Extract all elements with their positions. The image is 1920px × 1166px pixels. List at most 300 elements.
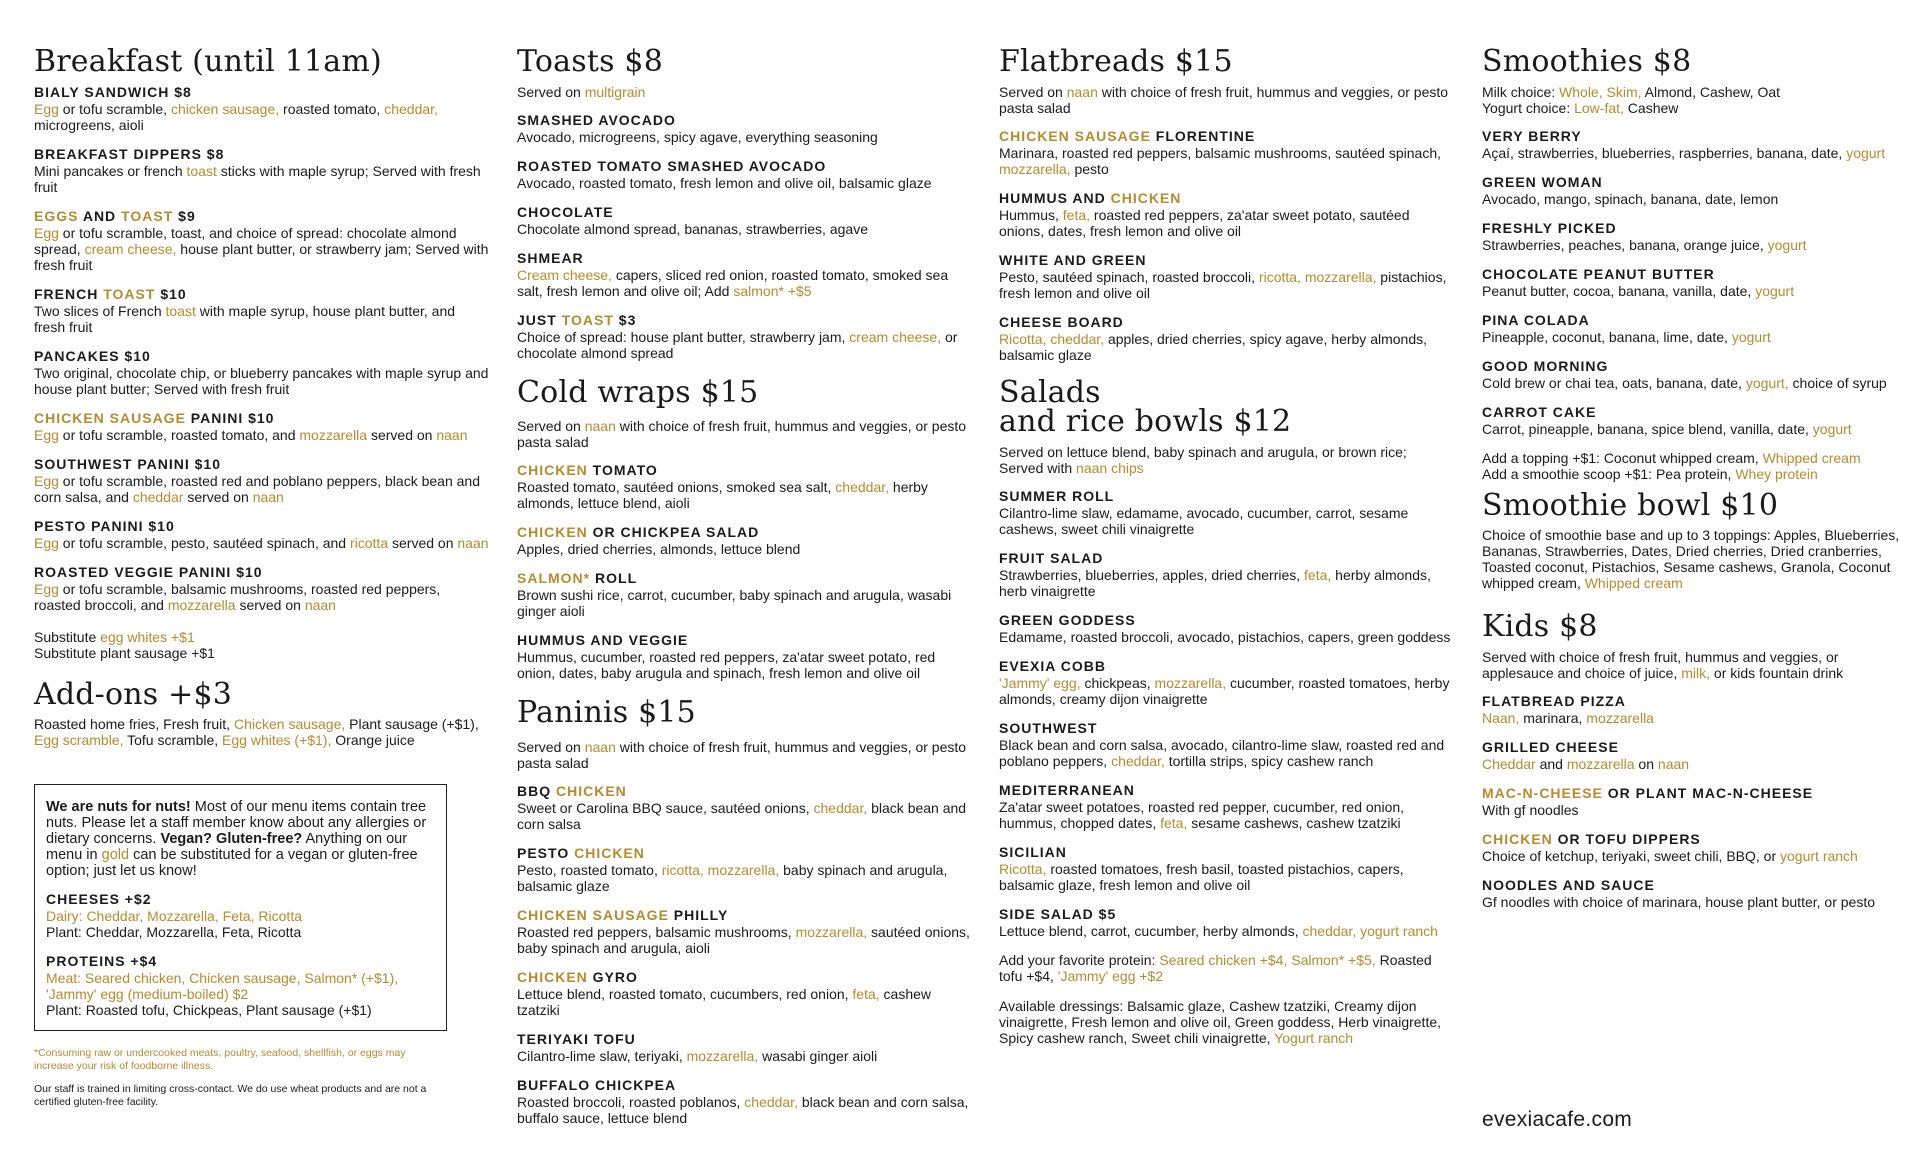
text-run: $9	[173, 207, 196, 224]
menu-column-flatbreads	[999, 40, 1454, 1060]
menu-item	[517, 462, 972, 511]
text-run: wasabi ginger aioli	[758, 1047, 878, 1064]
wraps-subtitle	[517, 418, 972, 450]
text-run: served on	[183, 488, 253, 505]
text-run: OR PLANT MAC-N-CHEESE	[1602, 784, 1814, 801]
section-title-cold-wraps: Cold wraps $15	[517, 374, 759, 410]
text-run: or tofu scramble, roasted tomato, and	[58, 426, 300, 443]
menu-item-name: CHOCOLATE PEANUT BUTTER	[1482, 265, 1715, 282]
text-run: sautéed onions, baby spinach and arugula, aioli	[517, 923, 970, 956]
gold-text: mozzarella,	[795, 923, 868, 940]
gold-text: yogurt	[1731, 328, 1771, 345]
text-run: sesame cashews, cashew tzatziki	[1187, 814, 1401, 831]
text-run: Sweet or Carolina BBQ sauce, sautéed onions,	[517, 799, 814, 816]
gold-text: Cream cheese,	[517, 266, 612, 283]
topping-note	[1482, 450, 1902, 466]
gold-text: CHICKEN SAUSAGE	[34, 409, 186, 426]
menu-item-name: NOODLES AND SAUCE	[1482, 876, 1655, 893]
gold-text: cheddar,	[1111, 752, 1165, 769]
text-run: Served on	[517, 418, 585, 434]
menu-item-name	[517, 907, 972, 924]
gold-text: naan	[457, 534, 489, 551]
menu-item-description	[999, 207, 1454, 239]
gold-text: CHICKEN	[1110, 189, 1182, 206]
text-run: or tofu scramble, roasted red and poblano peppers, black bean and corn salsa, and	[34, 472, 480, 505]
menu-item	[34, 146, 489, 195]
text-run: pistachios, fresh lemon and olive oil	[999, 268, 1447, 301]
text-run: with maple syrup, house plant butter, and fresh fruit	[34, 302, 456, 335]
text-run: Most of our menu items contain tree nuts. Please let a staff member know about any allergies or dietary concerns.	[46, 799, 427, 847]
text-run: black bean and corn salsa	[517, 799, 967, 832]
gold-text: CHICKEN	[1482, 830, 1553, 847]
gold-text: Seared chicken +$4, Salmon* +$5,	[1159, 951, 1376, 968]
gold-text: toast	[186, 162, 217, 179]
text-run: Lettuce blend, carrot, cucumber, herby almonds,	[999, 922, 1303, 939]
text-run: JUST	[517, 311, 562, 328]
menu-item	[517, 907, 972, 956]
menu-item-name: ROASTED TOMATO SMASHED AVOCADO	[517, 157, 827, 174]
gold-text: SALMON*	[517, 570, 591, 586]
menu-item-name: CHEESE BOARD	[999, 313, 1124, 330]
menu-item-name	[34, 208, 489, 225]
menu-item-description	[999, 145, 1454, 177]
menu-item-name: PESTO PANINI $10	[34, 517, 175, 534]
menu-item-description	[517, 221, 972, 237]
gold-text: milk,	[1681, 664, 1711, 681]
gold-text: CHICKEN SAUSAGE	[517, 906, 669, 923]
menu-item-description	[999, 799, 1454, 831]
menu-item-description	[1482, 191, 1902, 207]
menu-item	[1482, 220, 1902, 253]
text-run: Avocado, mango, spinach, banana, date, lemon	[1482, 190, 1779, 207]
text-run: GYRO	[587, 968, 638, 985]
menu-item	[999, 658, 1454, 707]
gold-text: yogurt ranch	[1360, 922, 1438, 939]
menu-item	[999, 844, 1454, 893]
menu-item-name: SMASHED AVOCADO	[517, 111, 676, 128]
text-run: roasted red peppers, za'atar sweet potato, sautéed onions, dates, fresh lemon and olive oil	[999, 206, 1410, 239]
gold-text: mozzarella,	[686, 1047, 759, 1064]
gold-text: Whole, Skim,	[1559, 83, 1642, 100]
gold-text: Ricotta,	[999, 860, 1047, 877]
substitute-egg-whites	[34, 629, 489, 645]
text-run: OR CHICKPEA SALAD	[587, 524, 760, 540]
menu-item-name: SUMMER ROLL	[999, 487, 1115, 504]
text-run: Tofu scramble,	[123, 732, 223, 748]
menu-item	[1482, 312, 1902, 345]
menu-item-name	[1482, 831, 1902, 848]
menu-item-description	[999, 331, 1454, 363]
gold-text: Egg	[34, 472, 59, 489]
gold-text: Whey protein	[1735, 465, 1818, 482]
section-title-smoothies: Smoothies $8	[1482, 44, 1692, 79]
text-run: choice of syrup	[1788, 374, 1887, 391]
section-title-paninis: Paninis $15	[517, 695, 696, 730]
menu-item	[517, 845, 972, 894]
gold-text: Egg scramble,	[34, 732, 124, 748]
dressings-note	[999, 998, 1454, 1046]
text-run: Mini pancakes or french	[34, 162, 187, 179]
text-run: Za'atar sweet potatoes, roasted red pepper, cucumber, red onion, hummus, chopped dates,	[999, 798, 1405, 831]
menu-item-description	[34, 365, 489, 397]
menu-item-description	[34, 303, 489, 335]
gold-text: feta,	[1160, 814, 1188, 831]
section-title-breakfast: Breakfast (until 11am)	[34, 44, 382, 79]
bold-text: Vegan? Gluten-free?	[160, 831, 303, 847]
text-run: Substitute	[34, 628, 101, 645]
text-run: Lettuce blend, roasted tomato, cucumbers, red onion,	[517, 985, 853, 1002]
text-run: AND	[78, 207, 122, 224]
menu-item	[999, 612, 1454, 645]
menu-item-description	[999, 567, 1454, 599]
menu-item-description	[517, 986, 972, 1018]
bold-text: We are nuts for nuts!	[46, 799, 191, 815]
text-run: or chocolate almond spread	[517, 328, 958, 361]
cheeses-addon	[46, 891, 434, 940]
gold-text: TOAST	[103, 285, 156, 302]
gold-text: toast	[165, 302, 196, 319]
text-run: PESTO	[517, 844, 575, 861]
protein-addon-note	[999, 952, 1454, 984]
text-run: Served on lettuce blend, baby spinach and arugula, or brown rice; Served with	[999, 443, 1407, 476]
consuming-raw-disclaimer: *Consuming raw or undercooked meats, poultry, seafood, shellfish, or eggs may increase your risk of foodborne illness.	[34, 1047, 406, 1072]
substitute-notes	[34, 629, 489, 661]
menu-item	[999, 252, 1454, 301]
text-run: chickpeas,	[1080, 674, 1155, 691]
menu-item	[34, 410, 489, 443]
menu-item-description	[34, 163, 489, 195]
menu-item	[517, 250, 972, 299]
gold-text: CHICKEN	[556, 782, 627, 799]
gold-text: ricotta	[349, 534, 389, 551]
gold-text: cheddar,	[813, 799, 868, 816]
section-title-addons: Add-ons +$3	[34, 676, 233, 712]
menu-item	[1482, 404, 1902, 437]
text-run: Pesto, sautéed spinach, roasted broccoli,	[999, 268, 1259, 285]
text-run: Served on	[517, 738, 585, 755]
gold-text: naan	[1066, 83, 1098, 100]
menu-item-description	[517, 1094, 972, 1126]
gold-text: mozzarella,	[999, 160, 1071, 177]
text-run: Roasted tomato, sautéed onions, smoked sea salt,	[517, 479, 836, 495]
menu-item-name	[517, 462, 972, 479]
gold-text: naan	[304, 596, 336, 613]
smoothies-items	[1482, 128, 1902, 437]
gold-text: yogurt	[1767, 236, 1807, 253]
menu-item-name	[1482, 785, 1902, 802]
menu-item	[1482, 739, 1902, 772]
text-run: FLORENTINE	[1150, 127, 1256, 144]
menu-item	[999, 550, 1454, 599]
menu-item	[1482, 128, 1902, 161]
text-run: Carrot, pineapple, banana, spice blend, vanilla, date,	[1482, 420, 1813, 437]
menu-item-description	[517, 541, 972, 557]
menu-item	[1482, 877, 1902, 910]
gold-text: feta,	[1062, 206, 1091, 223]
text-run: PANINI $10	[185, 409, 275, 426]
text-run: with choice of fresh fruit, hummus and veggies, or pesto pasta salad	[517, 418, 967, 450]
gold-text: naan	[584, 738, 616, 755]
section-title-flatbreads: Flatbreads $15	[999, 44, 1233, 79]
allergy-info-box	[34, 784, 447, 1031]
text-run: baby spinach and arugula, balsamic glaze	[517, 861, 948, 894]
menu-item-name: GOOD MORNING	[1482, 357, 1609, 374]
text-run: Choice of smoothie base and up to 3 toppings: Apples, Blueberries, Bananas, Strawberries, Dates, Dried cherries, Dried cranberries, Toasted coconut, Pistachios, Sesame cashews, Granola, Coconut whipped cream,	[1482, 527, 1900, 591]
text-run: Milk choice:	[1482, 83, 1560, 100]
menu-item	[1482, 174, 1902, 207]
menu-item-description	[34, 581, 489, 613]
wraps-items	[517, 462, 972, 681]
gold-text: mozzarella	[1586, 709, 1654, 726]
proteins-plant: Plant: Roasted tofu, Chickpeas, Plant sausage (+$1)	[46, 1002, 372, 1018]
text-run: $10	[155, 285, 187, 302]
menu-item-name	[999, 190, 1454, 207]
gold-text: cheddar	[132, 488, 184, 505]
flatbreads-items	[999, 128, 1454, 363]
menu-item	[1482, 358, 1902, 391]
menu-item-name: GREEN WOMAN	[1482, 173, 1603, 190]
text-run: marinara,	[1519, 709, 1587, 726]
menu-item	[517, 524, 972, 557]
salads-subtitle	[999, 444, 1454, 476]
menu-item-name: TERIYAKI TOFU	[517, 1030, 636, 1047]
text-run: Gf noodles with choice of marinara, house plant butter, or pesto	[1482, 893, 1876, 910]
text-run: black bean and corn salsa, buffalo sauce, lettuce blend	[517, 1093, 969, 1126]
text-run: or tofu scramble, toast, and choice of spread: chocolate almond spread,	[34, 224, 457, 257]
menu-item-name: BREAKFAST DIPPERS $8	[34, 145, 225, 162]
menu-item-description	[517, 924, 972, 956]
menu-item-name: GRILLED CHEESE	[1482, 738, 1619, 755]
text-run: house plant butter, or strawberry jam; Served with fresh fruit	[34, 240, 489, 273]
menu-item	[517, 1031, 972, 1064]
gold-text: Egg whites (+$1),	[222, 732, 332, 748]
text-run: Cilantro-lime slaw, edamame, avocado, cucumber, carrot, sesame cashews, sweet chili vinaigrette	[999, 504, 1409, 537]
text-run: Plant sausage (+$1),	[345, 716, 479, 732]
toasts-subtitle	[517, 84, 972, 100]
text-run: roasted tomatoes, fresh basil, toasted pistachios, capers, balsamic glaze, fresh lemon and olive oil	[999, 860, 1404, 893]
gold-text: Ricotta, cheddar,	[999, 330, 1105, 347]
text-run: Hummus,	[999, 206, 1063, 223]
text-run: Served on	[999, 83, 1067, 100]
menu-item-description	[999, 629, 1454, 645]
text-run: Black bean and corn salsa, avocado, cilantro-lime slaw, roasted red and poblano peppers,	[999, 736, 1445, 769]
menu-item	[34, 518, 489, 551]
gold-text: CHICKEN	[517, 968, 588, 985]
proteins-meat: Meat: Seared chicken, Chicken sausage, Salmon* (+$1), 'Jammy' egg (medium-boiled) $2	[46, 970, 399, 1002]
menu-item-description	[999, 269, 1454, 301]
text-run: sticks with maple syrup; Served with fresh fruit	[34, 162, 481, 195]
text-run: Pesto, roasted tomato,	[517, 861, 662, 878]
text-run: Strawberries, blueberries, apples, dried cherries,	[999, 566, 1305, 583]
smoothies-choices	[1482, 84, 1902, 116]
gold-text: Egg	[34, 580, 59, 597]
menu-item-description	[34, 427, 489, 443]
menu-item	[517, 969, 972, 1018]
smoothie-extras	[1482, 450, 1902, 482]
paninis-subtitle	[517, 739, 972, 771]
text-run: Orange juice	[331, 732, 415, 748]
menu-item	[517, 1077, 972, 1126]
menu-item-name: PINA COLADA	[1482, 311, 1590, 328]
menu-item-description	[999, 675, 1454, 707]
text-run: Edamame, roasted broccoli, avocado, pistachios, capers, green goddess	[999, 628, 1451, 645]
menu-item	[517, 783, 972, 832]
menu-item-name: CHOCOLATE	[517, 203, 614, 220]
section-title-rice-bowls: and rice bowls $12	[999, 404, 1292, 439]
menu-item	[517, 570, 972, 619]
menu-item-description	[517, 800, 972, 832]
text-run: or kids fountain drink	[1710, 664, 1844, 681]
menu-item-name: HUMMUS AND VEGGIE	[517, 632, 689, 648]
text-run: Roasted home fries, Fresh fruit,	[34, 716, 234, 732]
gold-text: yogurt,	[1745, 374, 1789, 391]
smoothie-bowl-desc	[1482, 527, 1902, 591]
gold-text: ricotta, mozzarella,	[661, 861, 780, 878]
text-run: served on	[367, 426, 437, 443]
menu-item-name	[517, 524, 972, 541]
menu-item-name: PANCAKES $10	[34, 347, 151, 364]
section-title-kids: Kids $8	[1482, 609, 1598, 644]
flatbreads-subtitle	[999, 84, 1454, 116]
menu-item-description	[999, 505, 1454, 537]
kids-items	[1482, 693, 1902, 910]
gold-text: Whipped cream	[1762, 449, 1861, 466]
gold-text: feta,	[1304, 566, 1332, 583]
menu-item-name: WHITE AND GREEN	[999, 251, 1147, 268]
gold-text: Chicken sausage,	[233, 716, 346, 732]
menu-item-description	[517, 129, 972, 145]
gold-text: yogurt ranch	[1780, 847, 1858, 864]
menu-item	[999, 488, 1454, 537]
text-run: can be substituted for a vegan or gluten-free option; just let us know!	[46, 847, 418, 879]
gold-text: mozzarella	[299, 426, 368, 443]
menu-item-description	[999, 861, 1454, 893]
menu-item-name: GREEN GODDESS	[999, 611, 1136, 628]
menu-item	[999, 906, 1454, 939]
gold-text: Egg	[34, 426, 59, 443]
cheeses-title: CHEESES +$2	[46, 891, 152, 907]
gold-text: naan	[436, 426, 468, 443]
scoop-note	[1482, 466, 1902, 482]
text-run: herby almonds, lettuce blend, aioli	[517, 479, 928, 511]
menu-item-description	[1482, 802, 1902, 818]
menu-item-name: SOUTHWEST	[999, 719, 1098, 736]
gold-text: CHICKEN SAUSAGE	[999, 127, 1151, 144]
text-run: Roasted red peppers, balsamic mushrooms,	[517, 923, 796, 940]
menu-item	[517, 312, 972, 361]
menu-item-description	[517, 649, 972, 681]
menu-item-description	[34, 535, 489, 551]
gold-text: 'Jammy' egg +$2	[1057, 967, 1164, 984]
menu-item	[999, 314, 1454, 363]
menu-item-name	[34, 286, 489, 303]
menu-item	[517, 158, 972, 191]
text-run: Roasted tofu +$4,	[999, 951, 1432, 984]
gold-text: cheddar,	[1302, 922, 1357, 939]
text-run: OR TOFU DIPPERS	[1552, 830, 1701, 847]
menu-item-name: SICILIAN	[999, 843, 1067, 860]
cross-contact-disclaimer: Our staff is trained in limiting cross-contact. We do use wheat products and are not a certified gluten-free facility.	[34, 1083, 427, 1108]
menu-item	[999, 190, 1454, 239]
text-run: $3	[613, 311, 637, 328]
menu-item-description	[1482, 848, 1902, 864]
gold-text: naan chips	[1076, 459, 1144, 476]
text-run: tortilla strips, spicy cashew ranch	[1164, 752, 1374, 769]
gold-text: cream cheese,	[84, 240, 177, 257]
gold-text: CHICKEN	[517, 524, 588, 540]
text-run: Açaí, strawberries, blueberries, raspberries, banana, date,	[1482, 144, 1847, 161]
text-run: Cashew	[1623, 99, 1679, 116]
gold-text: multigrain	[584, 83, 646, 100]
menu-item-name	[517, 312, 972, 329]
gold-text: TOAST	[121, 207, 174, 224]
menu-item-description	[1482, 756, 1902, 772]
text-run: Avocado, roasted tomato, fresh lemon and olive oil, balsamic glaze	[517, 174, 932, 191]
gold-text: cheddar,	[384, 100, 438, 117]
gold-text: mozzarella,	[1154, 674, 1227, 691]
menu-item-description	[1482, 237, 1902, 253]
text-run: Avocado, microgreens, spicy agave, everything seasoning	[517, 128, 878, 145]
text-run: cucumber, roasted tomatoes, herby almonds, creamy dijon vinaigrette	[999, 674, 1450, 707]
text-run: apples, dried cherries, spicy agave, herby almonds, balsamic glaze	[999, 330, 1428, 363]
menu-item-description	[517, 1048, 972, 1064]
section-title-toasts: Toasts $8	[517, 44, 663, 79]
gold-text: Low-fat,	[1574, 99, 1624, 116]
gold-text: chicken sausage,	[170, 100, 280, 117]
text-run: PHILLY	[668, 906, 729, 923]
text-run: ROLL	[590, 570, 638, 586]
text-run: with choice of fresh fruit, hummus and veggies, or pesto pasta salad	[999, 83, 1449, 116]
menu-item	[1482, 831, 1902, 864]
gold-text: naan	[584, 418, 616, 434]
text-run: Two slices of French	[34, 302, 166, 319]
menu-item	[999, 782, 1454, 831]
menu-item	[517, 112, 972, 145]
text-run: Yogurt choice:	[1482, 99, 1575, 116]
addons-list	[34, 716, 489, 748]
section-title-salads: Salads	[999, 374, 1101, 410]
text-run: cashew tzatziki	[517, 985, 932, 1018]
gold-text: naan	[1657, 755, 1690, 772]
text-run: FRENCH	[34, 285, 104, 302]
menu-item-name	[999, 128, 1454, 145]
text-run: and	[1535, 755, 1567, 772]
menu-item-description	[517, 175, 972, 191]
gold-text: Naan,	[1482, 709, 1520, 726]
gold-text: TOAST	[561, 311, 614, 328]
text-run: Strawberries, peaches, banana, orange juice,	[1482, 236, 1768, 253]
cheeses-dairy: Dairy: Cheddar, Mozzarella, Feta, Ricotta	[46, 908, 302, 924]
nuts-notice	[46, 799, 434, 879]
gold-text: yogurt	[1755, 282, 1795, 299]
menu-column-smoothies	[1482, 40, 1902, 923]
gold-text: CHICKEN	[574, 844, 645, 861]
text-run: Roasted broccoli, roasted poblanos,	[517, 1093, 745, 1110]
gold-text: salmon* +$5	[733, 282, 812, 299]
menu-item-description	[517, 587, 972, 619]
text-run: Almond, Cashew, Oat	[1641, 83, 1781, 100]
menu-item-name	[517, 570, 972, 587]
menu-item-description	[1482, 894, 1902, 910]
menu-item-description	[1482, 145, 1902, 161]
menu-item	[34, 456, 489, 505]
menu-item	[517, 204, 972, 237]
menu-item-name: FLATBREAD PIZZA	[1482, 692, 1626, 709]
menu-item-description	[1482, 710, 1902, 726]
menu-item-description	[517, 267, 972, 299]
text-run: Served on	[517, 83, 585, 100]
gold-text: CHICKEN	[517, 462, 588, 478]
